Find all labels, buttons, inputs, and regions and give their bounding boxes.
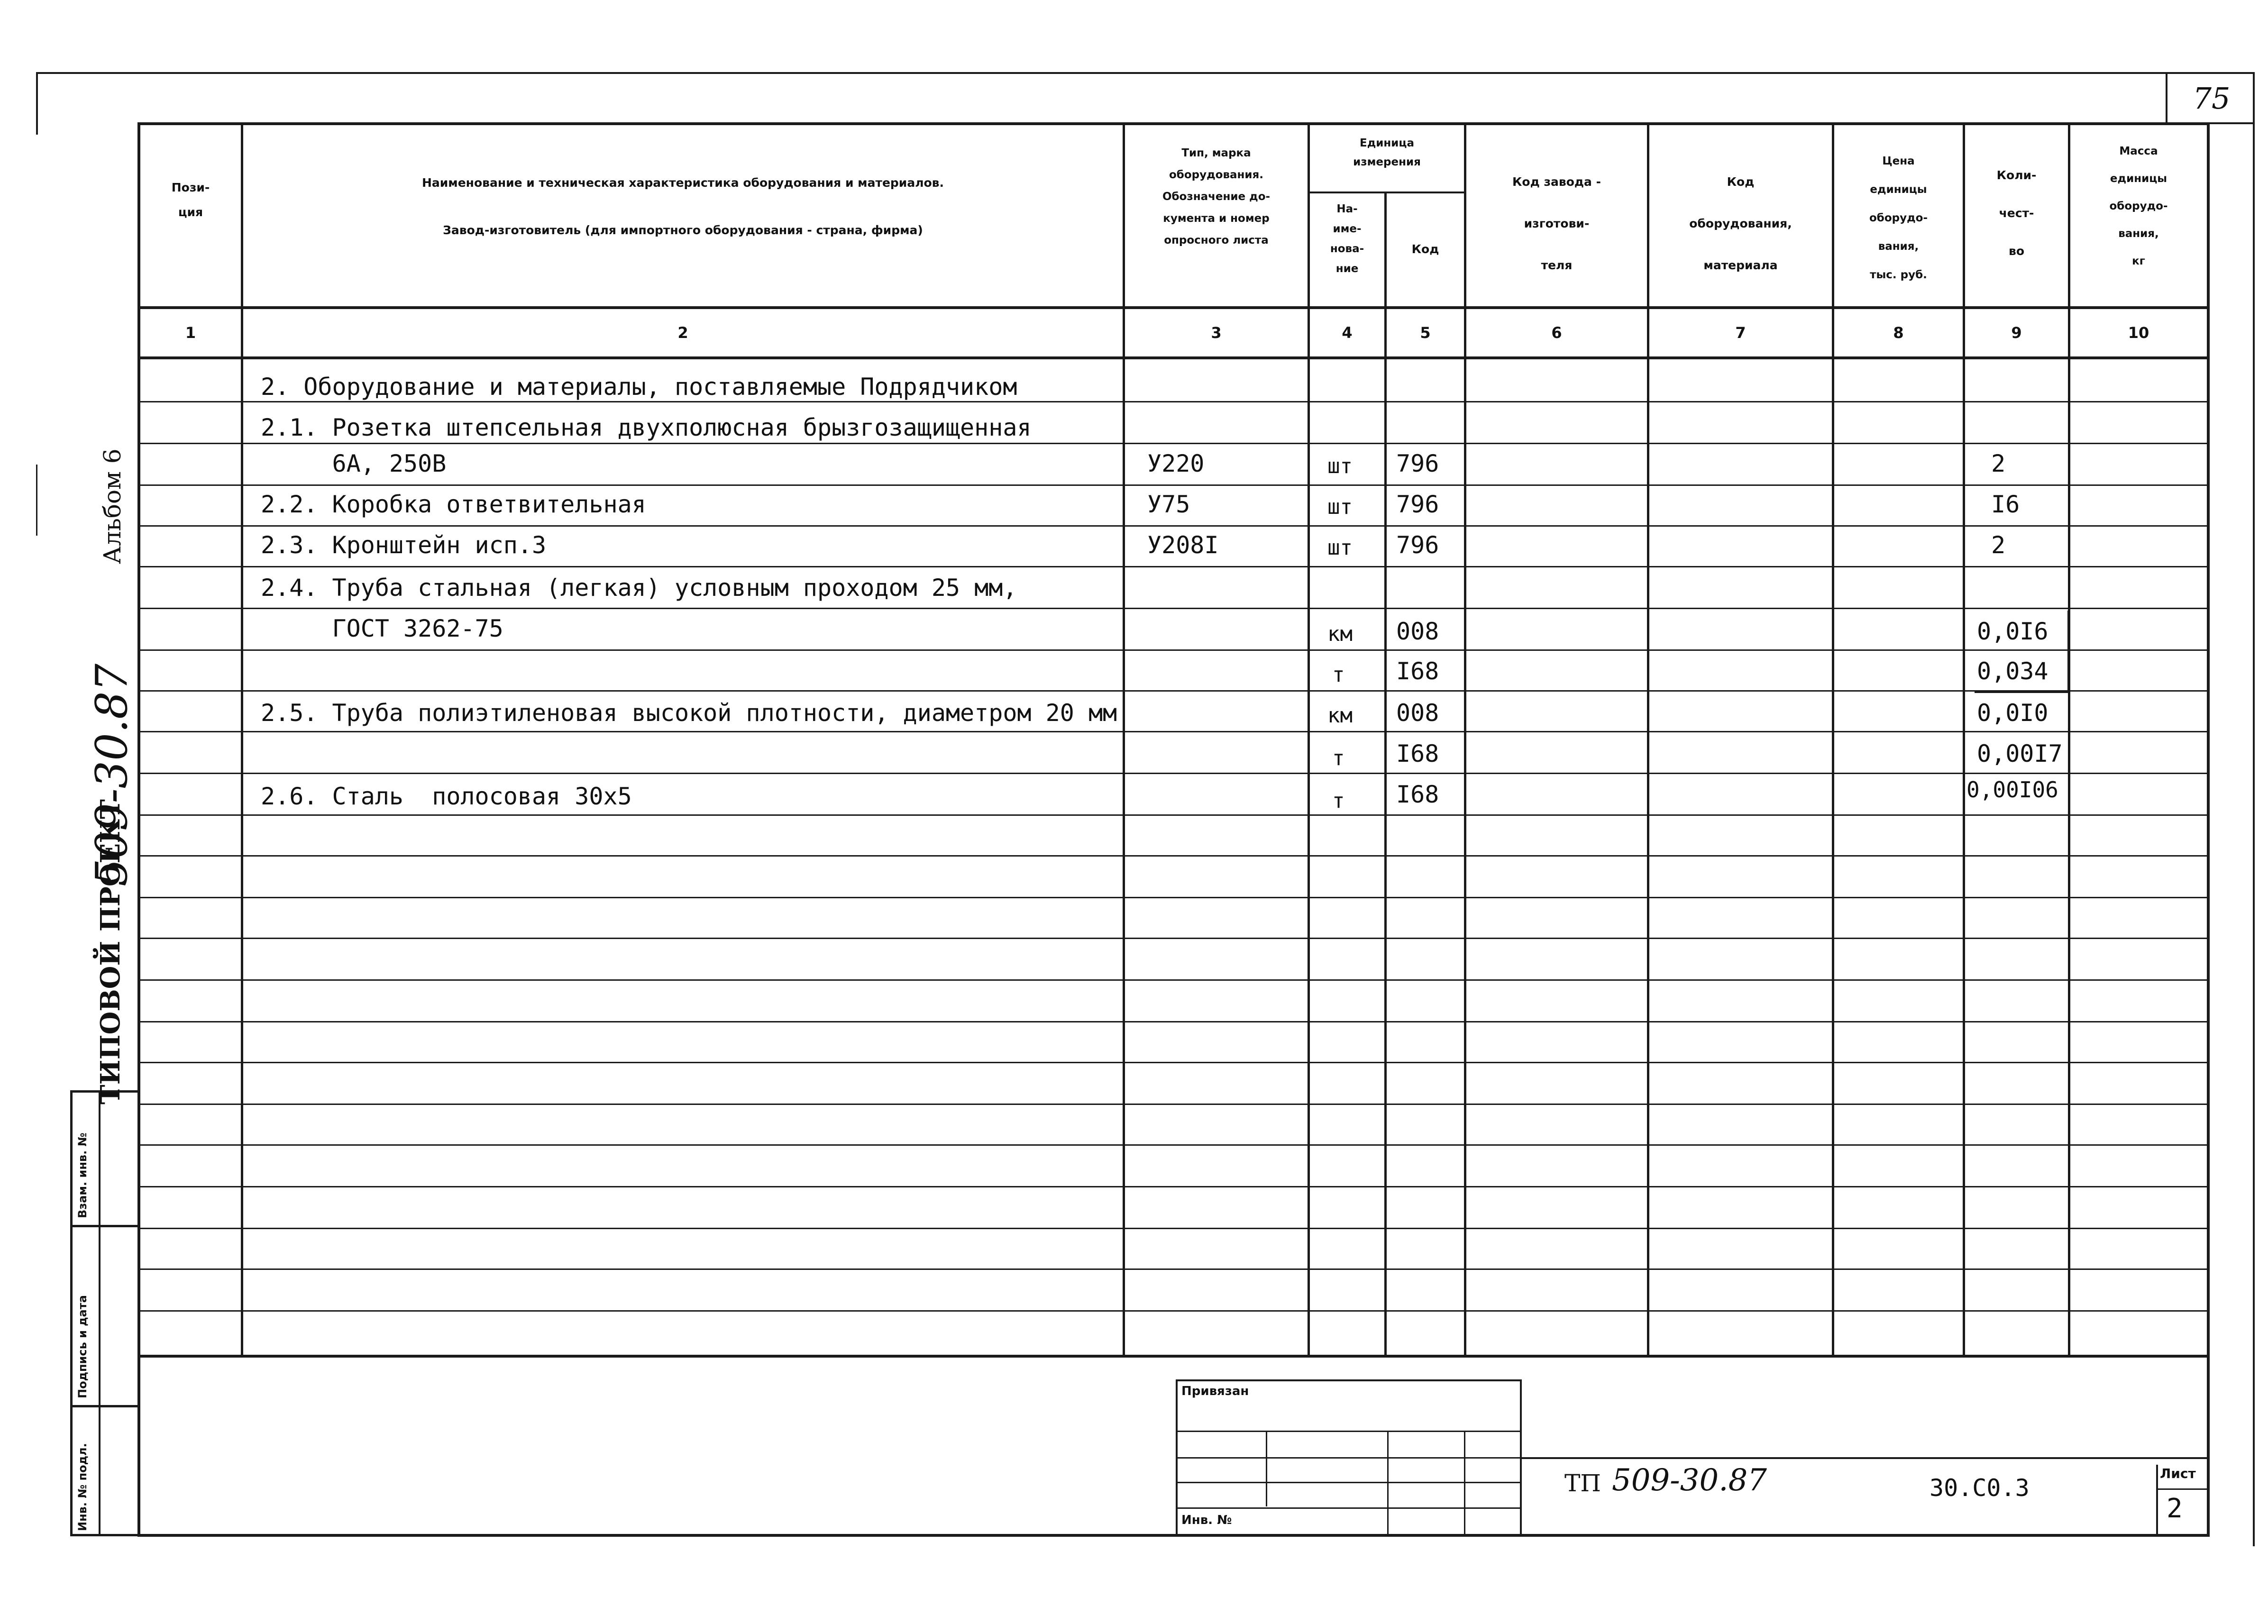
table-row-unit: т [1332,789,1345,813]
header-unit-group: Единица измерения [1353,137,1421,168]
column-number-1: 1 [185,324,196,342]
header-mass: Масса единицы оборудо- вания, кг [2109,145,2168,267]
table-row-qty: 2 [1991,450,2006,477]
column-number-10: 10 [2128,324,2149,342]
tp-number: 509-30.87 [1612,1463,1767,1498]
table-row-name: 2.6. Сталь полосовая 30х5 [261,783,632,810]
document-code: 30.С0.3 [1930,1474,2030,1502]
table-row-qty: 0,0I0 [1977,699,2049,727]
table-row-code: 796 [1396,450,1439,477]
table-row-code: I68 [1396,781,1439,808]
header-quantity: Коли- чест- во [1996,168,2037,258]
table-row-name: 2. Оборудование и материалы, поставляемые Подрядчиком [261,373,1017,401]
margin-box-replacement-inv: Взам. инв. № [76,1132,89,1218]
sheet-number: 2 [2167,1493,2183,1524]
table-row-type: У220 [1147,450,1205,477]
page-number: 75 [2193,81,2231,116]
column-number-7: 7 [1735,324,1746,342]
table-row-qty: 0,00I06 [1966,777,2058,803]
table-row-unit: т [1332,746,1345,770]
project-number: 509-30.87 [86,663,137,886]
table-row-code: I68 [1396,740,1439,767]
margin-box-original-inv: Инв. № подл. [76,1443,89,1531]
table-row-name: 6А, 250В [261,450,447,477]
table-row-unit: км [1327,703,1353,728]
table-row-qty: 0,0I6 [1977,618,2049,645]
project-label: ТИПОВОЙ ПРОЕКТ [95,799,126,1104]
table-row-name: 2.4. Труба стальная (легкая) условным проходом 25 мм, [261,574,1017,602]
header-unit-code: Код [1411,242,1439,256]
table-row-code: 796 [1396,531,1439,559]
header-unit-name: На- име- нова- ние [1330,203,1364,275]
sheet-label: Лист [2160,1466,2196,1481]
header-position: Пози- ция [171,181,210,219]
inv-number-label: Инв. № [1181,1513,1232,1527]
album-label: Альбом 6 [99,448,126,564]
table-row-name: 2.5. Труба полиэтиленовая высокой плотности, диаметром 20 мм [261,699,1117,727]
column-number-9: 9 [2011,324,2022,342]
column-number-2: 2 [677,324,688,342]
header-price: Цена единицы оборудо- вания, тыс. руб. [1869,155,1928,281]
qty-box [1965,733,2070,813]
privyazan-label: Привязан [1181,1384,1249,1398]
table-row-type: У208I [1147,531,1219,559]
margin-box-signature-date: Подпись и дата [76,1295,89,1398]
header-name-line1: Наименование и техническая характеристика оборудования и материалов. [421,176,944,190]
table-row-qty: 2 [1991,531,2006,559]
column-number-3: 3 [1211,324,1222,342]
table-row-code: 008 [1396,618,1439,645]
header-factory-code: Код завода - изготови- теля [1512,175,1601,272]
table-row-code: I68 [1396,657,1439,685]
table-row-name: 2.2. Коробка ответвительная [261,491,646,518]
table-row-unit: км [1327,622,1353,646]
table-row-name: 2.3. Кронштейн исп.3 [261,531,547,559]
table-row-code: 796 [1396,491,1439,518]
table-row-type: У75 [1147,491,1190,518]
table-row-unit: шт [1327,536,1353,560]
header-equipment-code: Код оборудования, материала [1689,175,1792,272]
table-row-qty: 0,00I7 [1977,740,2063,767]
table-row-unit: шт [1327,454,1353,478]
table-row-qty: I6 [1991,491,2020,518]
header-type: Тип, марка оборудования. Обозначение до- кумента и номер опросного листа [1162,147,1271,246]
table-row-name: ГОСТ 3262-75 [261,615,503,642]
column-number-6: 6 [1551,324,1562,342]
column-number-4: 4 [1342,324,1353,342]
table-row-code: 008 [1396,699,1439,727]
table-row-unit: т [1332,663,1345,687]
table-row-name: 2.1. Розетка штепсельная двухполюсная брызгозащищенная [261,414,1032,441]
column-number-5: 5 [1420,324,1431,342]
tp-prefix: ТП [1564,1469,1601,1497]
table-row-qty: 0,034 [1977,657,2049,685]
qty-box [1975,611,2069,693]
header-name-line2: Завод-изготовитель (для импортного оборудования - страна, фирма) [443,223,923,237]
table-row-unit: шт [1327,495,1353,519]
column-number-8: 8 [1893,324,1904,342]
